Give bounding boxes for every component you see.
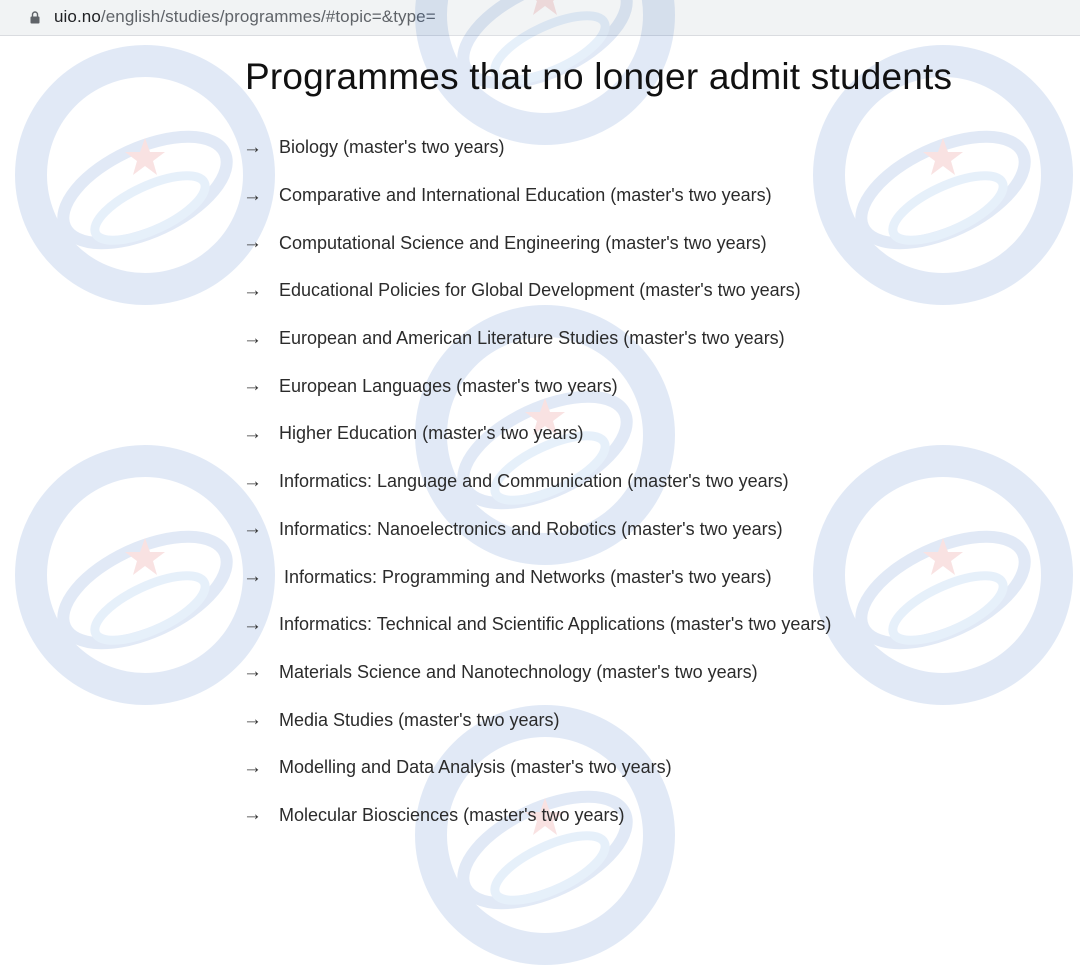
- right-arrow-icon: →: [243, 279, 262, 301]
- right-arrow-icon: →: [243, 232, 262, 254]
- url-path: /english/studies/programmes/#topic=&type=: [100, 7, 436, 26]
- list-item: [243, 792, 831, 840]
- list-item: [243, 315, 831, 363]
- list-item: [243, 362, 831, 410]
- programme-link[interactable]: Higher Education (master's two years): [279, 423, 584, 444]
- programme-link[interactable]: Comparative and International Education (master's two years): [279, 185, 772, 206]
- right-arrow-icon: →: [243, 375, 262, 397]
- programme-link[interactable]: Computational Science and Engineering (master's two years): [279, 232, 767, 253]
- list-item: [243, 649, 831, 697]
- programme-link[interactable]: Informatics: Technical and Scientific Applications (master's two years): [279, 614, 832, 635]
- list-item: [243, 267, 831, 315]
- programme-link[interactable]: Educational Policies for Global Development (master's two years): [279, 280, 801, 301]
- url-host: uio.no: [54, 7, 101, 26]
- right-arrow-icon: →: [243, 518, 262, 540]
- right-arrow-icon: →: [243, 709, 262, 731]
- right-arrow-icon: →: [243, 470, 262, 492]
- right-arrow-icon: →: [243, 136, 262, 158]
- programme-link[interactable]: Modelling and Data Analysis (master's two years): [279, 757, 672, 778]
- right-arrow-icon: →: [243, 422, 262, 444]
- right-arrow-icon: →: [243, 327, 262, 349]
- programme-link[interactable]: Informatics: Programming and Networks (master's two years): [284, 566, 772, 587]
- list-item: [243, 601, 831, 649]
- right-arrow-icon: →: [243, 661, 262, 683]
- list-item: [243, 553, 831, 601]
- right-arrow-icon: →: [243, 804, 262, 826]
- page-title: Programmes that no longer admit students: [245, 56, 953, 97]
- list-item: [243, 696, 831, 744]
- programme-link[interactable]: Biology (master's two years): [279, 137, 505, 158]
- list-item: [243, 506, 831, 554]
- list-item: [243, 458, 831, 506]
- programme-link[interactable]: European and American Literature Studies (master's two years): [279, 328, 785, 349]
- list-item: [243, 219, 831, 267]
- programme-list: [243, 124, 831, 839]
- list-item: [243, 410, 831, 458]
- right-arrow-icon: →: [243, 566, 262, 588]
- programme-link[interactable]: Media Studies (master's two years): [279, 709, 560, 730]
- programme-link[interactable]: Materials Science and Nanotechnology (master's two years): [279, 661, 758, 682]
- list-item: [243, 172, 831, 220]
- right-arrow-icon: →: [243, 756, 262, 778]
- list-item: [243, 124, 831, 172]
- programme-link[interactable]: Informatics: Nanoelectronics and Robotics (master's two years): [279, 518, 783, 539]
- programme-link[interactable]: European Languages (master's two years): [279, 375, 618, 396]
- right-arrow-icon: →: [243, 613, 262, 635]
- programme-link[interactable]: Informatics: Language and Communication (master's two years): [279, 471, 789, 492]
- programme-link[interactable]: Molecular Biosciences (master's two years): [279, 804, 625, 825]
- list-item: [243, 744, 831, 792]
- right-arrow-icon: →: [243, 184, 262, 206]
